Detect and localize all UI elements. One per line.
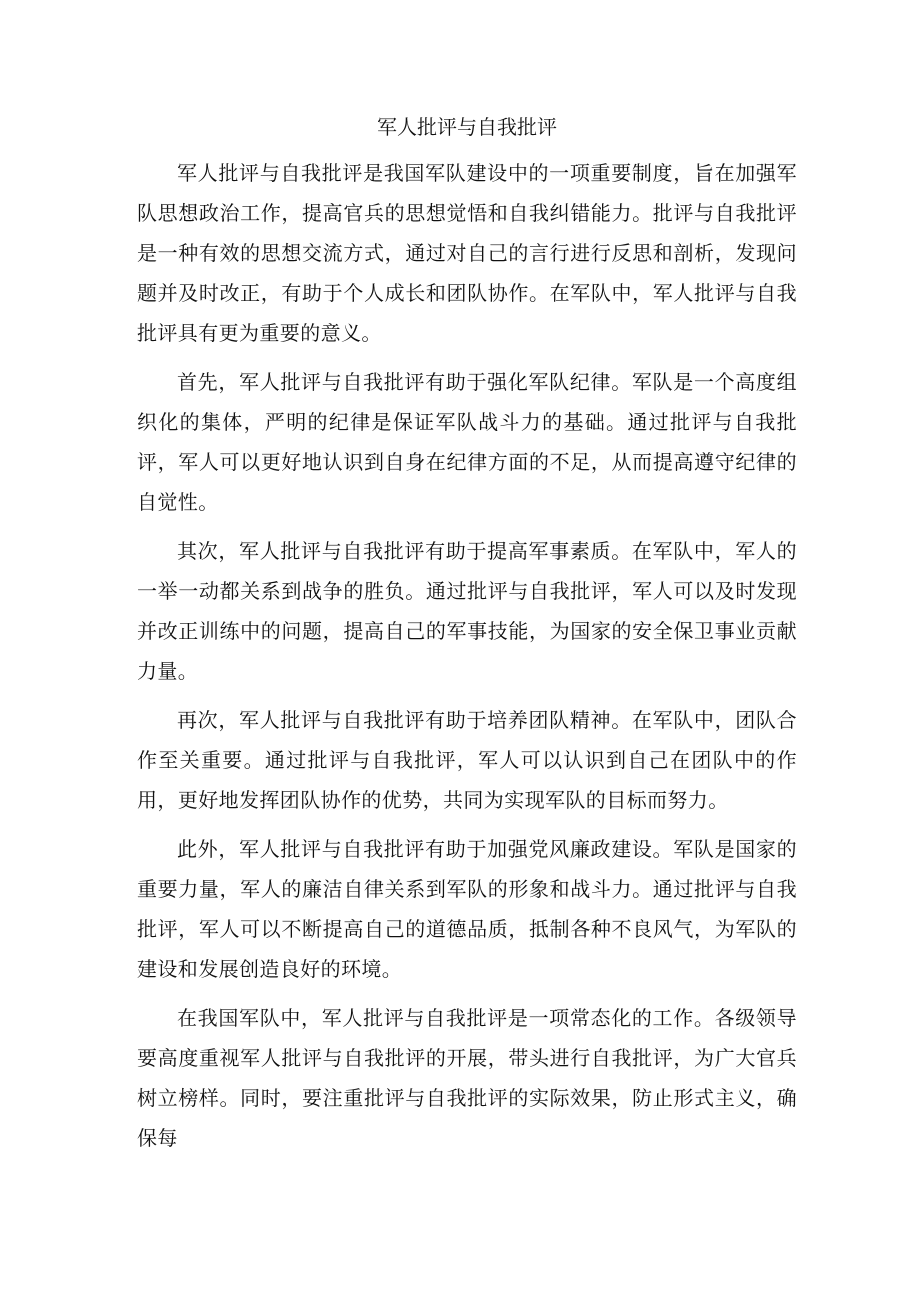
paragraph-integrity: 此外，军人批评与自我批评有助于加强党风廉政建设。军队是国家的重要力量，军人的廉洁自律关系到军队的形象和战斗力。通过批评与自我批评，军人可以不断提高自己的道德品质，抵制各种不良风气，为军队的建设和发展创造良好的环境。 xyxy=(137,837,797,981)
paragraph-intro: 军人批评与自我批评是我国军队建设中的一项重要制度，旨在加强军队思想政治工作，提高官兵的思想觉悟和自我纠错能力。批评与自我批评是一种有效的思想交流方式，通过对自己的言行进行反思和剖析，发现问题并及时改正，有助于个人成长和团队协作。在军队中，军人批评与自我批评具有更为重要的意义。 xyxy=(137,161,797,345)
paragraph-military-quality: 其次，军人批评与自我批评有助于提高军事素质。在军队中，军人的一举一动都关系到战争的胜负。通过批评与自我批评，军人可以及时发现并改正训练中的问题，提高自己的军事技能，为国家的安全保卫事业贡献力量。 xyxy=(137,539,797,683)
document-title: 军人批评与自我批评 xyxy=(377,115,557,139)
paragraph-routine-work: 在我国军队中，军人批评与自我批评是一项常态化的工作。各级领导要高度重视军人批评与自我批评的开展，带头进行自我批评，为广大官兵树立榜样。同时，要注重批评与自我批评的实际效果，防止形式主义，确保每 xyxy=(137,1006,797,1150)
document-body xyxy=(137,153,797,1167)
paragraph-team-spirit: 再次，军人批评与自我批评有助于培养团队精神。在军队中，团队合作至关重要。通过批评与自我批评，军人可以认识到自己在团队中的作用，更好地发挥团队协作的优势，共同为实现军队的目标而努力。 xyxy=(137,708,797,812)
paragraph-discipline: 首先，军人批评与自我批评有助于强化军队纪律。军队是一个高度组织化的集体，严明的纪律是保证军队战斗力的基础。通过批评与自我批评，军人可以更好地认识到自身在纪律方面的不足，从而提高遵守纪律的自觉性。 xyxy=(137,370,797,514)
